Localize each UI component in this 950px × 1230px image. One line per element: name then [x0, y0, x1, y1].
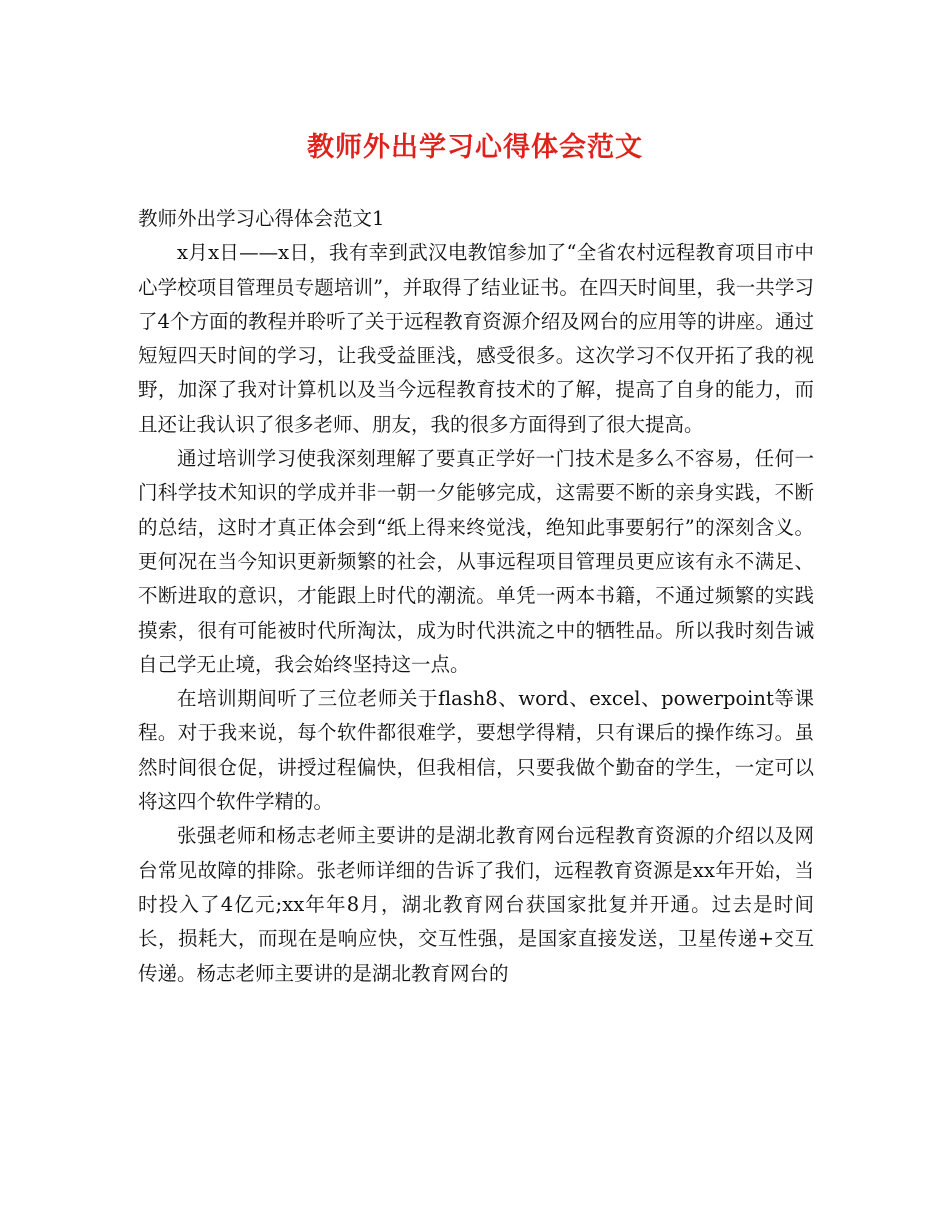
document-body — [138, 202, 814, 991]
paragraph-4: 张强老师和杨志老师主要讲的是湖北教育网台远程教育资源的介绍以及网台常见故障的排除。张老师详细的告诉了我们，远程教育资源是xx年开始，当时投入了4亿元;xx年年8月，湖北教育网台获国家批复并开通。过去是时间长，损耗大，而现在是响应快，交互性强，是国家直接发送，卫星传递+交互传递。杨志老师主要讲的是湖北教育网台的 — [138, 824, 814, 985]
paragraph-2: 通过培训学习使我深刻理解了要真正学好一门技术是多么不容易，任何一门科学技术知识的学成并非一朝一夕能够完成，这需要不断的亲身实践，不断的总结，这时才真正体会到“纸上得来终觉浅，绝知此事要躬行”的深刻含义。更何况在当今知识更新频繁的社会，从事远程项目管理员更应该有永不满足、不断进取的意识，才能跟上时代的潮流。单凭一两本书籍，不通过频繁的实践摸索，很有可能被时代所淘汰，成为时代洪流之中的牺牲品。所以我时刻告诫自己学无止境，我会始终坚持这一点。 — [138, 447, 814, 676]
document-title: 教师外出学习心得体会范文 — [307, 132, 643, 163]
section-subheading: 教师外出学习心得体会范文1 — [138, 207, 385, 230]
paragraph-3: 在培训期间听了三位老师关于flash8、word、excel、powerpoint等课程。对于我来说，每个软件都很难学，要想学得精，只有课后的操作练习。虽然时间很仓促，讲授过程偏快，但我相信，只要我做个勤奋的学生，一定可以将这四个软件学精的。 — [138, 687, 814, 814]
paragraph-1: x月x日——x日，我有幸到武汉电教馆参加了“全省农村远程教育项目市中心学校项目管理员专题培训”，并取得了结业证书。在四天时间里，我一共学习了4个方面的教程并聆听了关于远程教育资源介绍及网台的应用等的讲座。通过短短四天时间的学习，让我受益匪浅，感受很多。这次学习不仅开拓了我的视野，加深了我对计算机以及当今远程教育技术的了解，提高了自身的能力，而且还让我认识了很多老师、朋友，我的很多方面得到了很大提高。 — [138, 241, 814, 436]
